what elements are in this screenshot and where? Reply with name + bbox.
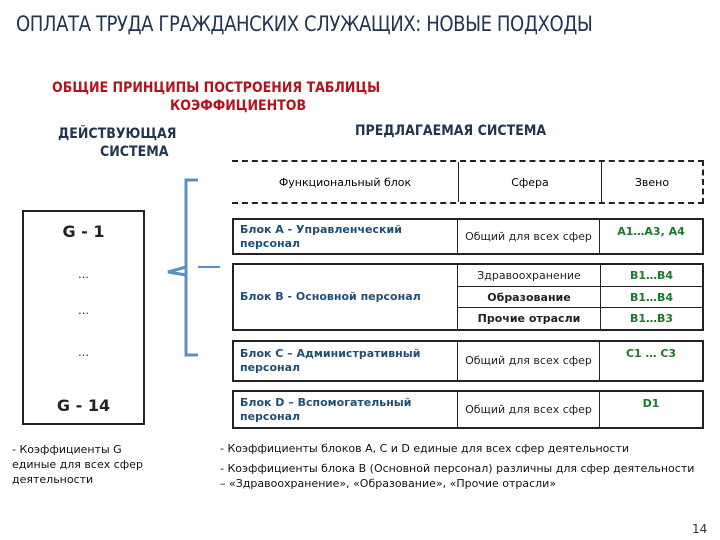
grade-last: G - 14 [56,396,111,415]
current-system-line2: СИСТЕМА [100,144,169,160]
table-row [232,390,704,429]
note-left: - Коэффициенты G единые для всех сфер деятельности [12,443,143,486]
level: B1…B3 [629,312,674,326]
grades-box [22,210,145,425]
table-header [232,160,704,204]
page-number: 14 [692,522,708,536]
block-c: Блок С – Административный персонал [234,342,458,380]
table-row [232,218,704,255]
grade-dots: … [78,346,89,359]
header-sphere: Сфера [459,162,602,202]
table-row [232,340,704,382]
level: B1…B4 [629,268,674,282]
grade-dots: … [78,268,89,281]
note-right-2: - Коэффициенты блока В (Основной персонал) различны для сфер деятельности – «Здравоохранение», «Образование», «Прочие отрасли» [220,462,695,490]
proposed-system-heading: ПРЕДЛАГАЕМАЯ СИСТЕМА [355,123,547,139]
sphere: Здравоохранение [458,265,601,286]
grade-first: G - 1 [62,222,105,241]
current-system-line1: ДЕЙСТВУЮЩАЯ [58,126,177,142]
sphere: Прочие отрасли [458,308,601,329]
block-d: Блок D – Вспомогательный персонал [234,392,458,427]
sphere: Общий для всех сфер [458,220,600,253]
level: B1…B4 [629,290,674,304]
level: D1 [642,397,660,410]
sphere: Образование [458,287,601,308]
block-b: Блок В - Основной персонал [234,265,458,329]
subtitle-line2: КОЭФФИЦИЕНТОВ [170,98,307,114]
subtitle-line1: ОБЩИЕ ПРИНЦИПЫ ПОСТРОЕНИЯ ТАБЛИЦЫ [52,80,381,96]
bracket-icon [160,175,220,370]
grade-dots: … [78,304,89,317]
header-level: Звено [634,175,670,189]
sphere: Общий для всех сфер [458,342,600,380]
note-right-1: - Коэффициенты блоков А, С и D единые для всех сфер деятельности [220,442,630,455]
level: C1 … C3 [625,347,677,360]
table-row [232,263,704,331]
header-block: Функциональный блок [232,162,459,202]
block-a: Блок А - Управленческий персонал [234,220,458,253]
level: A1…A3, A4 [617,225,685,238]
slide-title: ОПЛАТА ТРУДА ГРАЖДАНСКИХ СЛУЖАЩИХ: НОВЫЕ ПОДХОДЫ [16,12,593,36]
sphere: Общий для всех сфер [458,392,600,427]
